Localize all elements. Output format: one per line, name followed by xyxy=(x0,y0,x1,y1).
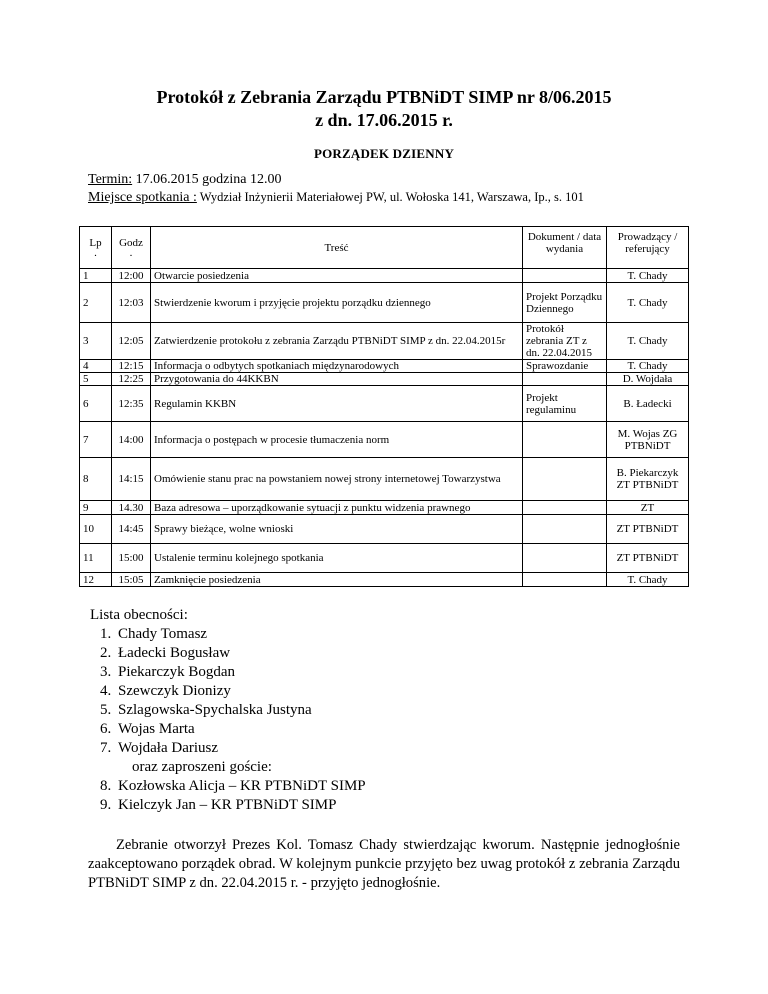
cell-document: Protokół zebrania ZT z dn. 22.04.2015 xyxy=(523,323,607,360)
cell-time: 12:03 xyxy=(112,283,151,323)
cell-leader: D. Wojdała xyxy=(607,373,689,386)
cell-time: 12:00 xyxy=(112,269,151,283)
cell-document: Sprawozdanie xyxy=(523,360,607,373)
cell-time: 14:45 xyxy=(112,515,151,544)
person-name: Chady Tomasz xyxy=(118,626,208,642)
cell-content: Ustalenie terminu kolejnego spotkania xyxy=(151,544,523,573)
title-line-1: Protokół z Zebrania Zarządu PTBNiDT SIMP nr 8/06.2015 xyxy=(156,87,612,107)
person-name: Piekarczyk Bogdan xyxy=(118,664,236,680)
cell-leader: T. Chady xyxy=(607,360,689,373)
list-item xyxy=(90,777,366,796)
cell-content: Baza adresowa – uporządkowanie sytuacji z punktu widzenia prawnego xyxy=(151,501,523,515)
cell-content: Zatwierdzenie protokołu z zebrania Zarządu PTBNiDT SIMP z dn. 22.04.2015r xyxy=(151,323,523,360)
cell-document: Projekt Porządku Dziennego xyxy=(523,283,607,323)
place-value: Wydział Inżynierii Materiałowej PW, ul. Wołoska 141, Warszawa, Ip., s. 101 xyxy=(196,190,584,204)
person-name: Szlagowska-Spychalska Justyna xyxy=(118,702,312,718)
table-row xyxy=(80,323,689,360)
cell-leader: T. Chady xyxy=(607,283,689,323)
table-row xyxy=(80,422,689,458)
table-row xyxy=(80,501,689,515)
cell-lp: 10 xyxy=(80,515,112,544)
list-item xyxy=(90,796,366,815)
table-header-row xyxy=(80,227,689,269)
person-name: Kielczyk Jan – KR PTBNiDT SIMP xyxy=(118,797,337,813)
cell-leader: ZT PTBNiDT xyxy=(607,515,689,544)
cell-content: Stwierdzenie kworum i przyjęcie projektu porządku dziennego xyxy=(151,283,523,323)
cell-document xyxy=(523,501,607,515)
meeting-place xyxy=(88,188,584,207)
cell-document xyxy=(523,544,607,573)
table-row xyxy=(80,373,689,386)
document-title xyxy=(0,86,768,132)
person-name: Ładecki Bogusław xyxy=(118,645,231,661)
cell-time: 14:00 xyxy=(112,422,151,458)
cell-leader: T. Chady xyxy=(607,573,689,587)
minutes-paragraph: Zebranie otworzył Prezes Kol. Tomasz Chady stwierdzając kworum. Następnie jednogłośnie zaakceptowano porządek obrad. W kolejnym punkcie przyjęto bez uwag protokół z zebrania Zarządu PTBNiDT SIMP z dn. 22.04.2015 r. - przyjęto jednogłośnie. xyxy=(88,837,680,891)
cell-document xyxy=(523,269,607,283)
list-number: 1. xyxy=(100,626,112,642)
cell-content: Przygotowania do 44KKBN xyxy=(151,373,523,386)
header-leader: Prowadzący / referujący xyxy=(607,227,689,269)
cell-leader: B. Piekarczyk ZT PTBNiDT xyxy=(607,458,689,501)
list-item xyxy=(90,739,366,758)
agenda-heading: PORZĄDEK DZIENNY xyxy=(313,146,455,161)
list-item xyxy=(90,682,366,701)
cell-leader: ZT PTBNiDT xyxy=(607,544,689,573)
cell-leader: T. Chady xyxy=(607,323,689,360)
list-item xyxy=(90,663,366,682)
table-row xyxy=(80,386,689,422)
cell-time: 12:25 xyxy=(112,373,151,386)
table-row xyxy=(80,269,689,283)
cell-content: Informacja o odbytych spotkaniach międzynarodowych xyxy=(151,360,523,373)
cell-time: 12:05 xyxy=(112,323,151,360)
members-list xyxy=(90,625,366,758)
cell-time: 14:15 xyxy=(112,458,151,501)
attendance-heading: Lista obecności: xyxy=(90,607,188,623)
header-content: Treść xyxy=(151,227,523,269)
cell-lp: 3 xyxy=(80,323,112,360)
cell-document xyxy=(523,573,607,587)
table-row xyxy=(80,515,689,544)
person-name: Wojdała Dariusz xyxy=(118,740,219,756)
cell-content: Informacja o postępach w procesie tłumaczenia norm xyxy=(151,422,523,458)
agenda-body xyxy=(80,269,689,587)
cell-content: Sprawy bieżące, wolne wnioski xyxy=(151,515,523,544)
cell-lp: 9 xyxy=(80,501,112,515)
cell-content: Zamknięcie posiedzenia xyxy=(151,573,523,587)
cell-document xyxy=(523,458,607,501)
list-number: 4. xyxy=(100,683,112,699)
list-number: 3. xyxy=(100,664,112,680)
cell-lp: 8 xyxy=(80,458,112,501)
list-number: 5. xyxy=(100,702,112,718)
cell-time: 15:05 xyxy=(112,573,151,587)
cell-time: 12:35 xyxy=(112,386,151,422)
table-row xyxy=(80,458,689,501)
title-line-2: z dn. 17.06.2015 r. xyxy=(315,110,453,130)
list-number: 9. xyxy=(100,797,112,813)
cell-lp: 4 xyxy=(80,360,112,373)
cell-leader: M. Wojas ZG PTBNiDT xyxy=(607,422,689,458)
cell-lp: 5 xyxy=(80,373,112,386)
table-row xyxy=(80,573,689,587)
cell-leader: ZT xyxy=(607,501,689,515)
cell-leader: T. Chady xyxy=(607,269,689,283)
list-item xyxy=(90,701,366,720)
cell-content: Omówienie stanu prac na powstaniem nowej strony internetowej Towarzystwa xyxy=(151,458,523,501)
cell-time: 15:00 xyxy=(112,544,151,573)
table-row xyxy=(80,283,689,323)
list-number: 7. xyxy=(100,740,112,756)
header-document: Dokument / data wydania xyxy=(523,227,607,269)
cell-document xyxy=(523,373,607,386)
guests-label: oraz zaproszeni goście: xyxy=(132,759,272,775)
cell-document xyxy=(523,422,607,458)
term-value: 17.06.2015 godzina 12.00 xyxy=(132,172,282,187)
cell-lp: 1 xyxy=(80,269,112,283)
table-row xyxy=(80,544,689,573)
cell-time: 12:15 xyxy=(112,360,151,373)
list-number: 6. xyxy=(100,721,112,737)
cell-lp: 2 xyxy=(80,283,112,323)
list-number: 2. xyxy=(100,645,112,661)
list-item xyxy=(90,625,366,644)
meeting-term xyxy=(88,171,281,189)
agenda-table xyxy=(79,226,689,587)
attendance-list xyxy=(90,606,366,815)
list-number: 8. xyxy=(100,778,112,794)
list-item xyxy=(90,644,366,663)
guests-list xyxy=(90,777,366,815)
person-name: Kozłowska Alicja – KR PTBNiDT SIMP xyxy=(118,778,366,794)
cell-document xyxy=(523,515,607,544)
list-item xyxy=(90,720,366,739)
cell-time: 14.30 xyxy=(112,501,151,515)
cell-lp: 6 xyxy=(80,386,112,422)
cell-lp: 11 xyxy=(80,544,112,573)
header-time: Godz . xyxy=(112,227,151,269)
cell-lp: 7 xyxy=(80,422,112,458)
term-label: Termin: xyxy=(88,172,133,187)
cell-leader: B. Ładecki xyxy=(607,386,689,422)
person-name: Szewczyk Dionizy xyxy=(118,683,231,699)
header-lp: Lp . xyxy=(80,227,112,269)
cell-content: Otwarcie posiedzenia xyxy=(151,269,523,283)
place-label: Miejsce spotkania : xyxy=(88,190,197,205)
cell-content: Regulamin KKBN xyxy=(151,386,523,422)
cell-lp: 12 xyxy=(80,573,112,587)
person-name: Wojas Marta xyxy=(118,721,195,737)
table-row xyxy=(80,360,689,373)
cell-document: Projekt regulaminu xyxy=(523,386,607,422)
